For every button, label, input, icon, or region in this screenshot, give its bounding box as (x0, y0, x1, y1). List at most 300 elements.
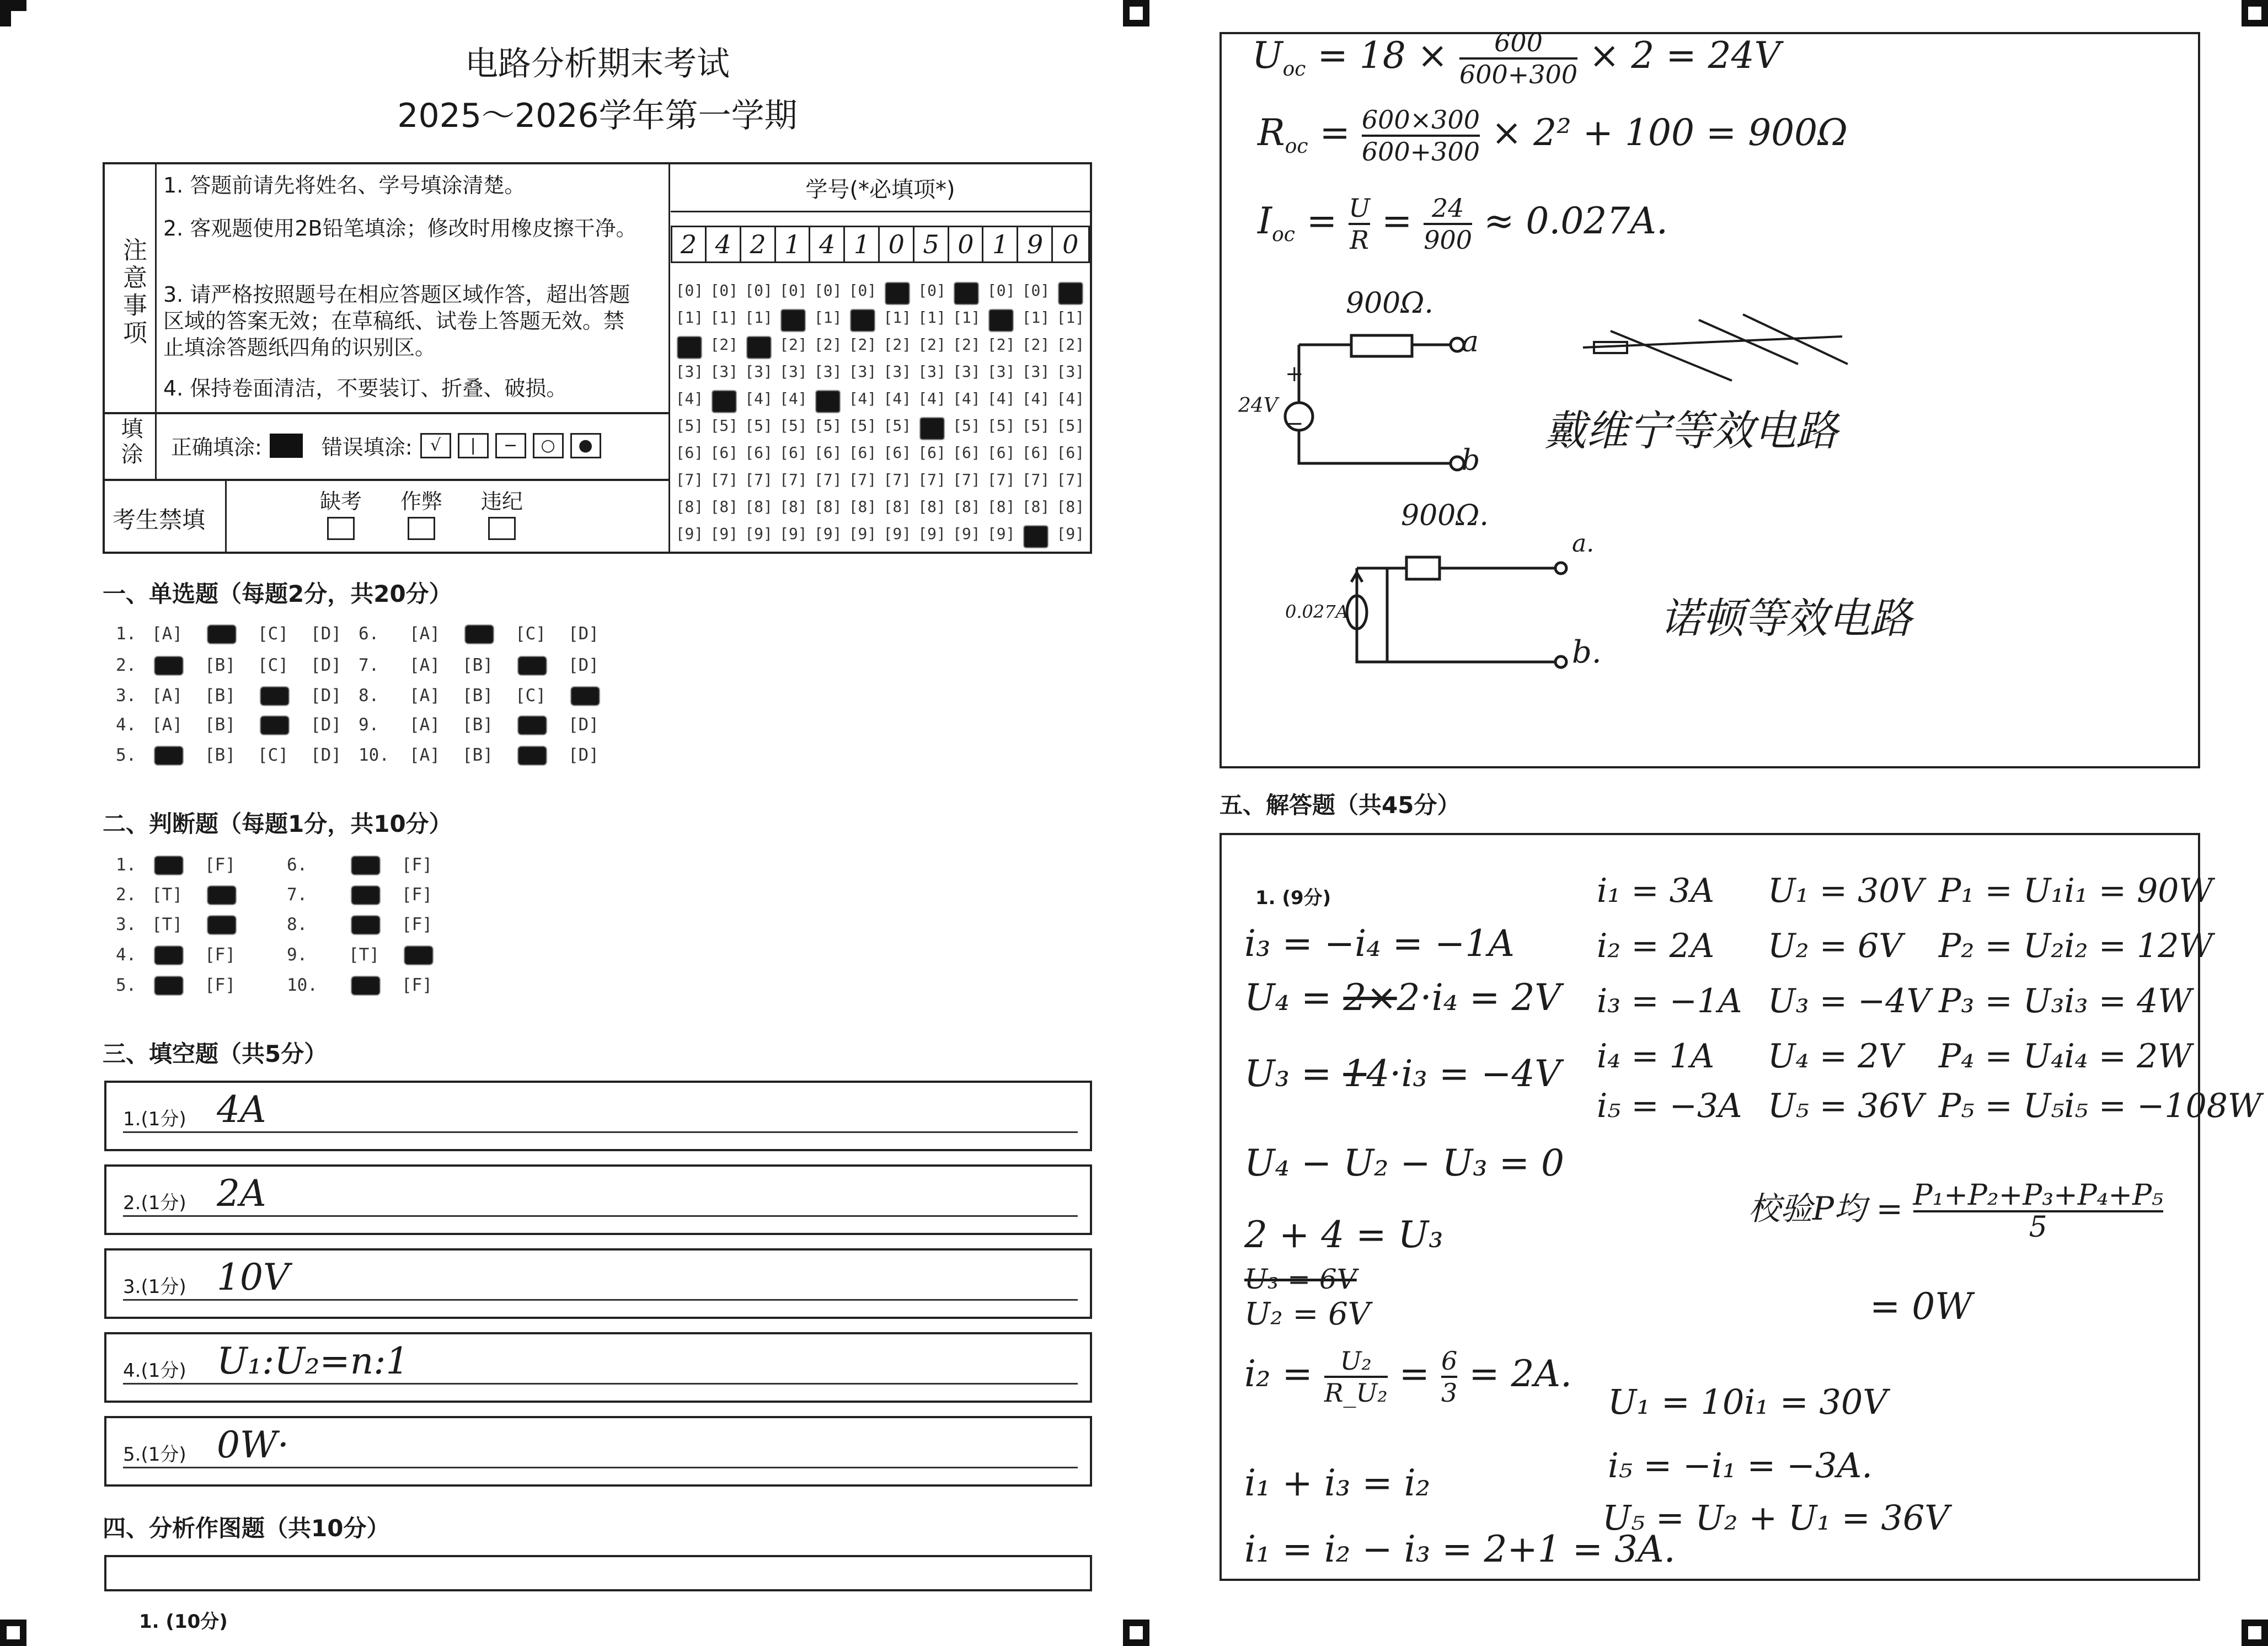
tf-bubble[interactable]: [F] (205, 945, 236, 965)
student-id-bubble[interactable]: [2] (710, 335, 739, 354)
choice-bubble[interactable]: [D] (568, 745, 599, 765)
fill-blank-box[interactable] (104, 1332, 1092, 1403)
choice-bubble[interactable]: [D] (311, 686, 341, 706)
tf-bubble[interactable]: [F] (205, 855, 236, 875)
proctor-option-cheat: 作弊 (400, 484, 442, 540)
choice-bubble[interactable]: [C] (515, 624, 546, 644)
student-id-bubble[interactable]: [6] (779, 443, 807, 462)
student-id-bubble[interactable]: [2] (987, 335, 1015, 354)
choice-bubble[interactable]: [D] (568, 655, 599, 675)
student-id-bubble[interactable]: [6] (918, 443, 946, 462)
student-id-bubble-filled[interactable] (885, 282, 910, 304)
fill-blank-answer: 4A (217, 1088, 266, 1131)
student-id-bubble[interactable]: [9] (1056, 525, 1085, 543)
choice-bubble[interactable]: [B] (462, 655, 493, 675)
student-id-bubble[interactable]: [6] (745, 443, 773, 462)
question-number: 2. (116, 885, 137, 905)
fill-blank-label: 4.(1分) (123, 1360, 186, 1382)
student-id-bubble[interactable]: [8] (883, 498, 912, 516)
tf-bubble-filled[interactable] (154, 946, 183, 965)
student-id-bubble[interactable]: [8] (918, 498, 946, 516)
question-number: 9. (287, 945, 308, 965)
choice-bubble[interactable]: [C] (258, 624, 288, 644)
question-number: 4. (116, 715, 137, 735)
student-id-bubble[interactable]: [5] (779, 416, 807, 435)
crossed-out-sketch (1577, 309, 1864, 386)
divider (225, 479, 227, 554)
student-id-bubble[interactable]: [2] (918, 335, 946, 354)
correct-fill-mark-icon (270, 434, 303, 458)
tf-bubble-filled[interactable] (351, 856, 380, 875)
choice-bubble-filled[interactable] (571, 687, 600, 706)
current-value: i₄ = 1A (1597, 1037, 1715, 1076)
work-line: i₁ + i₃ = i₂ (1244, 1462, 1431, 1504)
student-id-bubble[interactable]: [3] (953, 362, 981, 381)
student-id-digit: 2 (742, 227, 776, 261)
student-id-bubble[interactable]: [7] (814, 471, 842, 489)
choice-bubble[interactable]: [B] (462, 745, 493, 765)
fill-blank-box[interactable] (104, 1248, 1092, 1319)
choice-bubble[interactable]: [C] (258, 745, 288, 765)
fill-blank-label: 1.(1分) (123, 1108, 186, 1130)
tf-bubble-filled[interactable] (404, 946, 433, 965)
norton-label: 诺顿等效电路 (1660, 594, 1912, 643)
work-line: U₄ = 2×2·i₄ = 2V (1244, 976, 1561, 1019)
voltage-value: U₂ = 6V (1768, 927, 1903, 965)
student-id-bubble[interactable]: [5] (675, 416, 704, 435)
choice-bubble-filled[interactable] (518, 716, 547, 735)
student-id-bubble[interactable]: [2] (1021, 335, 1050, 354)
work-line: U₃ = 14·i₃ = −4V (1244, 1052, 1561, 1095)
thevenin-resistor-label: 900Ω. (1346, 287, 1433, 320)
tf-bubble[interactable]: [F] (402, 975, 432, 995)
student-id-bubble[interactable]: [8] (779, 498, 807, 516)
tf-bubble[interactable]: [T] (152, 915, 183, 934)
norton-resistor-label: 900Ω. (1401, 499, 1489, 532)
student-id-bubble[interactable]: [7] (953, 471, 981, 489)
student-id-bubble[interactable]: [3] (1021, 362, 1050, 381)
student-id-bubble[interactable]: [2] (1056, 335, 1085, 354)
student-id-bubble[interactable]: [4] (745, 389, 773, 408)
student-id-bubble-filled[interactable] (747, 336, 771, 359)
minus-sign: − (1285, 411, 1304, 436)
student-id-bubble[interactable]: [7] (710, 471, 739, 489)
student-id-bubble[interactable]: [0] (745, 281, 773, 300)
thevenin-terminal-a: a (1462, 325, 1479, 359)
choice-bubble-filled[interactable] (154, 656, 183, 675)
student-id-bubble[interactable]: [3] (918, 362, 946, 381)
choice-bubble[interactable]: [D] (311, 715, 341, 735)
student-id-bubble[interactable]: [9] (710, 525, 739, 543)
choice-bubble[interactable]: [D] (568, 624, 599, 644)
registration-mark-icon (2242, 1620, 2268, 1646)
checkbox-violation[interactable] (488, 517, 516, 540)
wrong-fill-example-icon: ● (570, 433, 601, 458)
power-check-result: = 0W (1870, 1285, 1973, 1328)
choice-bubble[interactable]: [A] (152, 715, 183, 735)
student-id-bubble[interactable]: [3] (745, 362, 773, 381)
student-id-bubble[interactable]: [7] (1021, 471, 1050, 489)
fill-blank-answer: 10V (217, 1256, 290, 1298)
wrong-fill-example-icon: − (495, 433, 526, 458)
student-id-bubble[interactable]: [6] (987, 443, 1015, 462)
question-number: 8. (287, 915, 308, 934)
proctor-options (320, 484, 523, 540)
student-id-bubble-filled[interactable] (677, 336, 702, 359)
student-id-bubble[interactable]: [2] (883, 335, 912, 354)
student-id-bubble[interactable]: [4] (953, 389, 981, 408)
tf-bubble-filled[interactable] (351, 916, 380, 934)
plus-sign: + (1285, 361, 1304, 387)
thevenin-voltage-label: 24V (1238, 394, 1278, 417)
student-id-bubble[interactable]: [4] (848, 389, 877, 408)
student-id-bubble[interactable]: [5] (1021, 416, 1050, 435)
note-item: 3. 请严格按照题号在相应答题区域作答，超出答题区域的答案无效；在草稿纸、试卷上答题无效。禁止填涂答题纸四角的识别区。 (163, 282, 630, 360)
student-id-bubble[interactable]: [8] (745, 498, 773, 516)
choice-bubble[interactable]: [A] (152, 686, 183, 706)
question-number: 5. (116, 745, 137, 765)
student-id-bubble[interactable]: [0] (1021, 281, 1050, 300)
checkbox-cheat[interactable] (408, 517, 435, 540)
note-item: 4. 保持卷面清洁，不要装订、折叠、破损。 (163, 376, 568, 400)
student-id-bubble[interactable]: [2] (779, 335, 807, 354)
choice-bubble-filled[interactable] (154, 746, 183, 765)
choice-bubble-filled[interactable] (465, 625, 494, 644)
student-id-bubble-filled[interactable] (1024, 526, 1048, 548)
student-id-bubble[interactable]: [2] (814, 335, 842, 354)
tf-bubble[interactable]: [F] (205, 975, 236, 995)
tf-bubble[interactable]: [T] (349, 945, 379, 965)
student-id-bubble[interactable]: [8] (814, 498, 842, 516)
choice-bubble[interactable]: [B] (462, 715, 493, 735)
work-line: U₂ = 6V (1244, 1296, 1371, 1332)
circuit-wire (1357, 568, 1555, 662)
wrong-fill-label: 错误填涂: (321, 435, 413, 459)
current-value: i₁ = 3A (1597, 872, 1715, 910)
student-id-bubble-filled[interactable] (989, 309, 1013, 332)
choice-bubble[interactable]: [A] (409, 624, 440, 644)
note-item: 2. 客观题使用2B铅笔填涂；修改时用橡皮擦干净。 (163, 216, 637, 241)
choice-bubble-filled[interactable] (207, 625, 236, 644)
tf-bubble-filled[interactable] (154, 856, 183, 875)
question-number: 5. (116, 975, 137, 995)
student-id-digit: 2 (672, 227, 707, 261)
choice-bubble[interactable]: [B] (205, 745, 236, 765)
question-number: 8. (359, 686, 379, 706)
student-id-digit: 0 (880, 227, 914, 261)
student-id-bubble[interactable]: [9] (814, 525, 842, 543)
answer-underline (123, 1215, 1078, 1217)
student-id-bubble-filled[interactable] (920, 418, 944, 440)
question-number: 9. (359, 715, 379, 735)
student-id-bubble[interactable]: [3] (883, 362, 912, 381)
choice-bubble-filled[interactable] (260, 716, 289, 735)
student-id-bubble[interactable]: [7] (918, 471, 946, 489)
student-id-bubble[interactable]: [9] (883, 525, 912, 543)
student-id-bubble[interactable]: [6] (1056, 443, 1085, 462)
student-id-bubble[interactable]: [5] (883, 416, 912, 435)
student-id-bubble[interactable]: [6] (1021, 443, 1050, 462)
wrong-fill-example-icon: √ (420, 433, 451, 458)
student-id-bubble[interactable]: [0] (848, 281, 877, 300)
student-id-bubble[interactable]: [3] (1056, 362, 1085, 381)
exam-title: 电路分析期末考试 (465, 45, 730, 83)
choice-bubble[interactable]: [B] (205, 686, 236, 706)
student-id-bubble[interactable]: [8] (1021, 498, 1050, 516)
student-id-bubble[interactable]: [0] (779, 281, 807, 300)
correct-fill-label: 正确填涂: (171, 435, 262, 459)
student-id-digit: 4 (707, 227, 741, 261)
fill-blank-label: 5.(1分) (123, 1444, 186, 1466)
question-number: 4. (116, 945, 137, 965)
student-id-bubble[interactable]: [2] (953, 335, 981, 354)
student-id-bubble[interactable]: [9] (918, 525, 946, 543)
student-id-bubble[interactable]: [4] (675, 389, 704, 408)
student-id-bubble[interactable]: [5] (987, 416, 1015, 435)
student-id-bubble[interactable]: [4] (779, 389, 807, 408)
student-id-bubble[interactable]: [7] (675, 471, 704, 489)
fill-blank-answer: 0W· (217, 1424, 289, 1466)
tf-bubble-filled[interactable] (351, 886, 380, 905)
student-id-bubble[interactable]: [1] (814, 308, 842, 327)
power-value: P₄ = U₄i₄ = 2W (1939, 1037, 2192, 1076)
divider (155, 162, 157, 479)
student-id-bubble[interactable]: [8] (1056, 498, 1085, 516)
power-check: 校验P均 = $\frac{\text{P₁+P₂+P₃+P₄+P₅}}{5}$ (1748, 1179, 2163, 1244)
student-id-bubble[interactable]: [5] (745, 416, 773, 435)
roc-equation: $R_{oc}$ = $\frac{600\times 300}{600+300}$ × 2² + 100 = 900Ω (1258, 105, 1848, 167)
student-id-digit: 4 (811, 227, 845, 261)
wrong-fill-marks (420, 433, 601, 458)
tf-bubble-filled[interactable] (154, 976, 183, 995)
student-id-digit: 9 (1019, 227, 1053, 261)
choice-bubble[interactable]: [D] (311, 624, 341, 644)
student-id-bubble[interactable]: [7] (779, 471, 807, 489)
work-line: i₁ = i₂ − i₃ = 2+1 = 3A. (1244, 1528, 1676, 1570)
question-number: 10. (287, 975, 318, 995)
tf-bubble-filled[interactable] (351, 976, 380, 995)
student-id-bubble[interactable]: [8] (675, 498, 704, 516)
student-id-bubble[interactable]: [9] (675, 525, 704, 543)
student-id-bubble[interactable]: [6] (710, 443, 739, 462)
norton-current-label: 0.027A (1285, 601, 1349, 622)
student-id-bubble[interactable]: [8] (953, 498, 981, 516)
checkbox-absent[interactable] (327, 517, 355, 540)
student-id-bubble[interactable]: [1] (745, 308, 773, 327)
student-id-bubble[interactable]: [4] (1021, 389, 1050, 408)
student-id-bubble-filled[interactable] (781, 309, 805, 332)
work-line-crossed-out: U₃ = 6V (1244, 1263, 1357, 1295)
student-id-bubble-filled[interactable] (851, 309, 875, 332)
student-id-digit: 1 (984, 227, 1018, 261)
choice-bubble[interactable]: [A] (409, 715, 440, 735)
student-id-bubble[interactable]: [6] (675, 443, 704, 462)
student-id-bubble[interactable]: [9] (953, 525, 981, 543)
question-number: 6. (287, 855, 308, 875)
registration-mark-icon (0, 0, 26, 26)
student-id-bubble[interactable]: [7] (1056, 471, 1085, 489)
choice-bubble-filled[interactable] (518, 656, 547, 675)
question-number: 7. (287, 885, 308, 905)
fill-blank-box[interactable] (104, 1416, 1092, 1487)
student-id-bubble[interactable]: [8] (987, 498, 1015, 516)
student-id-digit: 1 (776, 227, 810, 261)
choice-bubble[interactable]: [C] (258, 655, 288, 675)
power-value: P₅ = U₅i₅ = −108W (1939, 1087, 2262, 1125)
student-id-bubble[interactable]: [4] (918, 389, 946, 408)
student-id-bubble[interactable]: [3] (675, 362, 704, 381)
student-id-bubble[interactable]: [5] (1056, 416, 1085, 435)
divider (668, 162, 670, 554)
choice-bubble[interactable]: [D] (568, 715, 599, 735)
tf-bubble-filled[interactable] (207, 916, 236, 934)
student-id-bubble[interactable]: [0] (675, 281, 704, 300)
choice-bubble[interactable]: [A] (409, 686, 440, 706)
question-number: 1. (116, 624, 137, 644)
student-id-bubble[interactable]: [6] (848, 443, 877, 462)
student-id-bubble[interactable]: [1] (953, 308, 981, 327)
student-id-bubble[interactable]: [0] (814, 281, 842, 300)
student-id-bubble[interactable]: [3] (779, 362, 807, 381)
section5-q1-label: 1. (9分) (1255, 887, 1331, 909)
work-line: i₃ = −i₄ = −1A (1244, 922, 1515, 965)
choice-bubble[interactable]: [B] (462, 686, 493, 706)
student-id-bubble[interactable]: [5] (848, 416, 877, 435)
student-id-bubble[interactable]: [3] (987, 362, 1015, 381)
student-id-bubble[interactable]: [7] (848, 471, 877, 489)
student-id-bubble-filled[interactable] (1058, 282, 1083, 304)
question-number: 7. (359, 655, 379, 675)
choice-bubble[interactable]: [A] (152, 624, 183, 644)
student-id-bubble-filled[interactable] (712, 391, 736, 413)
answer-underline (123, 1299, 1078, 1301)
question-number: 1. (116, 855, 137, 875)
fill-blank-box[interactable] (104, 1081, 1092, 1151)
fill-blank-answer: 2A (217, 1172, 266, 1215)
student-id-bubble[interactable]: [6] (953, 443, 981, 462)
question-number: 10. (359, 745, 389, 765)
student-id-bubble[interactable]: [5] (814, 416, 842, 435)
student-id-bubble-filled[interactable] (816, 391, 840, 413)
student-id-bubble-filled[interactable] (954, 282, 978, 304)
question-number: 3. (116, 915, 137, 934)
section4-answer-box-left (104, 1555, 1092, 1591)
student-id-bubble[interactable]: [9] (745, 525, 773, 543)
terminal-b-icon (1555, 656, 1566, 667)
choice-bubble[interactable]: [D] (311, 745, 341, 765)
current-value: i₃ = −1A (1597, 982, 1742, 1020)
student-id-digit: 1 (846, 227, 880, 261)
work-line: i₂ = $\frac{\text{U₂}}{\text{R\_U₂}}$ = $\frac{6}{3}$ = 2A. (1244, 1346, 1572, 1408)
thevenin-terminal-b: b (1462, 444, 1480, 477)
student-id-bubble[interactable]: [1] (710, 308, 739, 327)
tf-bubble[interactable]: [F] (402, 885, 432, 905)
work-line: U₁ = 10i₁ = 30V (1608, 1382, 1888, 1422)
tf-bubble[interactable]: [F] (402, 855, 432, 875)
wrong-fill-example-icon: ○ (533, 433, 564, 458)
registration-mark-icon (1123, 1620, 1149, 1646)
work-line: U₅ = U₂ + U₁ = 36V (1602, 1498, 1950, 1538)
proctor-label: 考生禁填 (113, 506, 206, 533)
voltage-value: U₃ = −4V (1768, 982, 1930, 1020)
divider (671, 211, 1092, 212)
fill-blank-label: 3.(1分) (123, 1276, 186, 1298)
section1-heading: 一、单选题（每题2分，共20分） (103, 580, 452, 607)
choice-bubble[interactable]: [C] (515, 686, 546, 706)
work-line: i₅ = −i₁ = −3A. (1608, 1445, 1873, 1485)
student-id-bubble[interactable]: [7] (883, 471, 912, 489)
student-id-bubble[interactable]: [3] (848, 362, 877, 381)
fill-blank-answer: U₁:U₂=n:1 (217, 1340, 409, 1382)
fill-blank-box[interactable] (104, 1164, 1092, 1235)
choice-bubble-filled[interactable] (518, 746, 547, 765)
power-value: P₁ = U₁i₁ = 90W (1939, 872, 2213, 910)
wrong-fill-example-icon: | (458, 433, 489, 458)
student-id-bubble[interactable]: [9] (848, 525, 877, 543)
choice-bubble[interactable]: [A] (409, 745, 440, 765)
choice-bubble[interactable]: [D] (311, 655, 341, 675)
student-id-bubble[interactable]: [0] (918, 281, 946, 300)
choice-bubble-filled[interactable] (260, 687, 289, 706)
student-id-bubble[interactable]: [5] (710, 416, 739, 435)
student-id-bubble[interactable]: [8] (848, 498, 877, 516)
tf-bubble[interactable]: [F] (402, 915, 432, 934)
student-id-bubble[interactable]: [4] (987, 389, 1015, 408)
student-id-label: 学号(*必填项*) (805, 177, 955, 202)
current-value: i₂ = 2A (1597, 927, 1715, 965)
registration-mark-icon (0, 1620, 26, 1646)
proctor-option-violation: 违纪 (481, 484, 523, 540)
norton-circuit-diagram (1324, 530, 1611, 678)
student-id-bubble[interactable]: [1] (675, 308, 704, 327)
student-id-bubble[interactable]: [8] (710, 498, 739, 516)
student-id-bubble[interactable]: [6] (883, 443, 912, 462)
note-item: 1. 答题前请先将姓名、学号填涂清楚。 (163, 173, 526, 197)
student-id-bubble[interactable]: [6] (814, 443, 842, 462)
current-value: i₅ = −3A (1597, 1087, 1742, 1125)
voltage-value: U₄ = 2V (1768, 1037, 1903, 1076)
choice-bubble[interactable]: [A] (409, 655, 440, 675)
registration-mark-icon (2242, 0, 2268, 26)
student-id-bubble[interactable]: [7] (987, 471, 1015, 489)
choice-bubble[interactable]: [B] (205, 715, 236, 735)
student-id-digit: 0 (949, 227, 983, 261)
answer-underline (123, 1131, 1078, 1133)
student-id-bubble[interactable]: [1] (1021, 308, 1050, 327)
student-id-bubble[interactable]: [2] (848, 335, 877, 354)
tf-bubble-filled[interactable] (207, 886, 236, 905)
student-id-bubble[interactable]: [0] (987, 281, 1015, 300)
student-id-bubble[interactable]: [9] (987, 525, 1015, 543)
student-id-bubble[interactable]: [3] (710, 362, 739, 381)
student-id-bubble[interactable]: [7] (745, 471, 773, 489)
resistor-icon (1406, 557, 1440, 579)
student-id-bubble[interactable]: [3] (814, 362, 842, 381)
tf-bubble[interactable]: [T] (152, 885, 183, 905)
student-id-bubble[interactable]: [4] (1056, 389, 1085, 408)
work-line: 2 + 4 = U₃ (1244, 1214, 1443, 1256)
student-id-bubble[interactable]: [9] (779, 525, 807, 543)
student-id-bubble[interactable]: [4] (883, 389, 912, 408)
student-id-bubble[interactable]: [0] (710, 281, 739, 300)
choice-bubble[interactable]: [B] (205, 655, 236, 675)
student-id-bubble[interactable]: [1] (1056, 308, 1085, 327)
resistor-icon (1351, 335, 1412, 356)
question-number: 2. (116, 655, 137, 675)
student-id-bubble[interactable]: [1] (883, 308, 912, 327)
student-id-bubble[interactable]: [1] (918, 308, 946, 327)
student-id-bubble[interactable]: [5] (953, 416, 981, 435)
